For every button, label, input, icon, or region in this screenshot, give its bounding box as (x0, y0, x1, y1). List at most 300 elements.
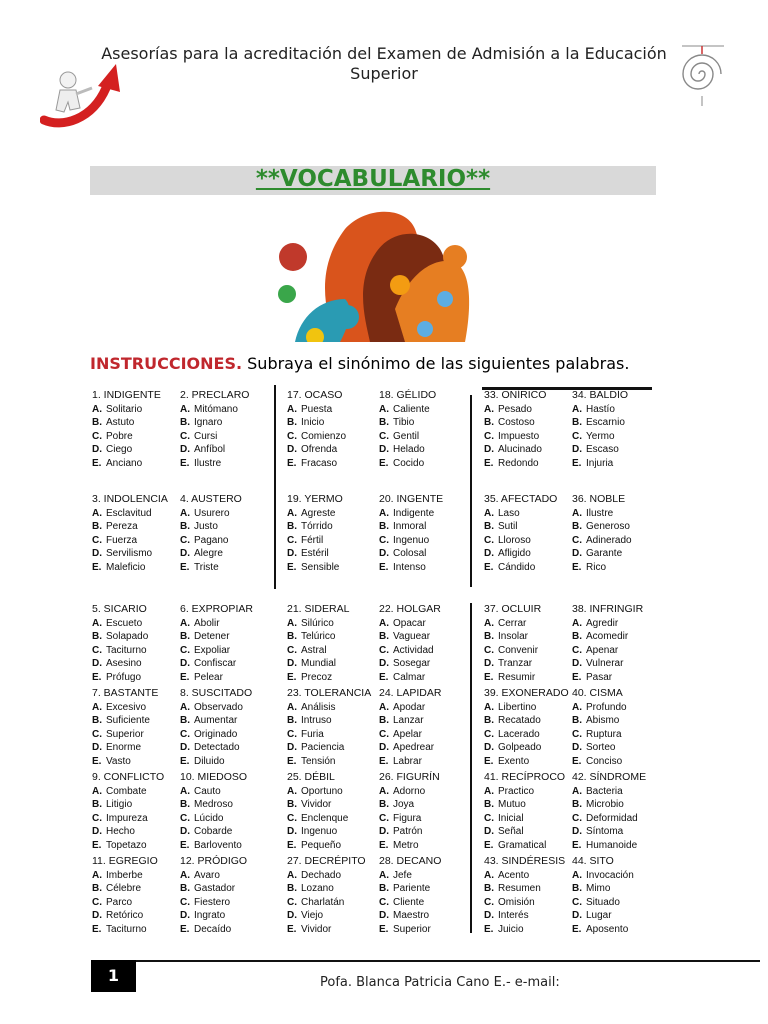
option-text: Ingrato (194, 910, 226, 921)
option-text: Esclavitud (106, 507, 152, 519)
option-letter: A. (92, 507, 102, 519)
option-text: Fracaso (301, 457, 338, 469)
answer-option (572, 561, 667, 575)
answer-option (180, 812, 275, 826)
answer-option (287, 657, 382, 671)
question-word: 38. INFRINGIR (572, 603, 644, 615)
option-letter: C. (180, 896, 190, 908)
option-text: Análisis (301, 701, 336, 713)
option-letter: D. (180, 826, 190, 837)
answer-option (180, 923, 275, 937)
option-letter: C. (92, 812, 102, 824)
option-text: Tibio (393, 417, 415, 428)
answer-option (287, 701, 382, 715)
answer-option (180, 896, 275, 910)
answer-option (572, 741, 667, 755)
option-letter: E. (379, 561, 389, 573)
option-letter: B. (180, 715, 190, 726)
answer-option (379, 561, 474, 575)
answer-option (379, 547, 474, 561)
answer-option (92, 909, 187, 923)
option-text: Microbio (586, 799, 624, 810)
page-title: **VOCABULARIO** (255, 166, 491, 192)
option-text: Astral (301, 644, 327, 656)
answer-option (92, 701, 187, 715)
option-text: Fuerza (106, 534, 138, 546)
answer-option (484, 520, 579, 534)
option-text: Ilustre (586, 507, 614, 519)
option-text: Retórico (106, 910, 144, 921)
option-text: Superior (393, 923, 431, 935)
option-text: Alegre (194, 548, 223, 559)
option-letter: E. (287, 839, 297, 851)
option-text: Indigente (393, 507, 435, 519)
question-item (92, 687, 187, 768)
answer-option (572, 457, 667, 471)
answer-option (180, 617, 275, 631)
answer-option (379, 825, 474, 839)
option-letter: C. (92, 534, 102, 546)
answer-option (484, 561, 579, 575)
answer-option (572, 520, 667, 534)
option-letter: E. (92, 671, 102, 683)
answer-option (572, 839, 667, 853)
option-letter: C. (572, 728, 582, 740)
option-text: Enorme (106, 742, 142, 753)
answer-option (180, 457, 275, 471)
answer-option (287, 561, 382, 575)
option-text: Cándido (498, 561, 536, 573)
option-text: Cauto (194, 785, 221, 797)
option-letter: B. (180, 883, 190, 894)
answer-option (92, 507, 187, 521)
option-letter: C. (484, 430, 494, 442)
option-letter: A. (92, 403, 102, 415)
option-letter: A. (484, 617, 494, 629)
answer-option (484, 701, 579, 715)
answer-option (287, 812, 382, 826)
option-text: Profundo (586, 701, 627, 713)
answer-option (379, 671, 474, 685)
option-text: Vulnerar (586, 658, 624, 669)
answer-option (572, 534, 667, 548)
answer-option (287, 644, 382, 658)
answer-option (92, 430, 187, 444)
option-text: Pariente (393, 883, 431, 894)
question-item (572, 771, 667, 852)
option-text: Diluido (194, 755, 225, 767)
answer-option (180, 644, 275, 658)
option-text: Topetazo (106, 839, 147, 851)
option-letter: B. (484, 799, 494, 810)
option-letter: E. (92, 457, 102, 469)
option-letter: B. (484, 631, 494, 642)
option-text: Inmoral (393, 521, 427, 532)
answer-option (379, 520, 474, 534)
option-letter: D. (572, 826, 582, 837)
option-text: Costoso (498, 417, 535, 428)
option-letter: A. (484, 785, 494, 797)
option-letter: A. (379, 701, 389, 713)
option-text: Aposento (586, 923, 629, 935)
option-text: Lacerado (498, 728, 540, 740)
question-word: 40. CISMA (572, 687, 623, 699)
option-text: Originado (194, 728, 238, 740)
answer-option (180, 825, 275, 839)
answer-option (287, 507, 382, 521)
option-text: Parco (106, 896, 133, 908)
instructions-text: Subraya el sinónimo de las siguientes palabras. (242, 354, 630, 373)
answer-option (572, 785, 667, 799)
option-letter: C. (287, 644, 297, 656)
answer-option (180, 520, 275, 534)
option-letter: E. (379, 457, 389, 469)
answer-option (484, 534, 579, 548)
answer-option (180, 741, 275, 755)
option-text: Calmar (393, 671, 426, 683)
option-letter: B. (287, 883, 297, 894)
option-letter: B. (92, 631, 102, 642)
answer-option (484, 443, 579, 457)
option-text: Escueto (106, 617, 143, 629)
answer-option (287, 923, 382, 937)
option-letter: B. (287, 715, 297, 726)
instructions-lead: INSTRUCCIONES. (90, 354, 243, 373)
question-word: 34. BALDÍO (572, 389, 629, 401)
answer-option (180, 798, 275, 812)
option-text: Lloroso (498, 534, 531, 546)
option-text: Apodar (393, 701, 426, 713)
option-text: Inicio (301, 417, 325, 428)
option-letter: D. (572, 658, 582, 669)
option-text: Superior (106, 728, 144, 740)
answer-option (484, 671, 579, 685)
option-letter: B. (92, 521, 102, 532)
option-letter: C. (484, 812, 494, 824)
option-text: Agreste (301, 507, 336, 519)
option-text: Astuto (106, 417, 135, 428)
answer-option (572, 714, 667, 728)
option-text: Intruso (301, 715, 332, 726)
option-letter: A. (572, 869, 582, 881)
question-word: 3. INDOLENCIA (92, 493, 168, 505)
option-letter: A. (180, 617, 190, 629)
option-letter: C. (484, 728, 494, 740)
option-letter: C. (287, 812, 297, 824)
option-text: Lanzar (393, 715, 424, 726)
option-text: Vividor (301, 923, 332, 935)
option-letter: A. (180, 403, 190, 415)
answer-option (92, 714, 187, 728)
option-text: Mitómano (194, 403, 238, 415)
answer-option (484, 644, 579, 658)
option-text: Colosal (393, 548, 427, 559)
option-letter: C. (379, 644, 389, 656)
option-letter: B. (572, 883, 582, 894)
option-letter: B. (379, 521, 389, 532)
option-text: Apedrear (393, 742, 435, 753)
answer-option (180, 547, 275, 561)
question-item (572, 855, 667, 936)
answer-option (379, 923, 474, 937)
answer-option (379, 630, 474, 644)
question-item (92, 855, 187, 936)
question-item (287, 389, 382, 470)
answer-option (484, 825, 579, 839)
option-letter: A. (572, 617, 582, 629)
answer-option (92, 812, 187, 826)
option-text: Cliente (393, 896, 425, 908)
answer-option (180, 630, 275, 644)
option-letter: D. (379, 444, 389, 455)
option-text: Anciano (106, 457, 143, 469)
answer-option (484, 869, 579, 883)
option-letter: D. (379, 658, 389, 669)
option-text: Cobarde (194, 826, 233, 837)
option-text: Rico (586, 561, 607, 573)
option-text: Estéril (301, 548, 329, 559)
question-item (379, 771, 474, 852)
option-text: Silúrico (301, 617, 334, 629)
option-text: Ignaro (194, 417, 223, 428)
question-item (484, 389, 579, 470)
option-text: Hecho (106, 826, 135, 837)
option-letter: A. (180, 507, 190, 519)
option-text: Caliente (393, 403, 430, 415)
answer-option (287, 839, 382, 853)
option-letter: B. (484, 715, 494, 726)
option-letter: E. (92, 923, 102, 935)
option-letter: D. (484, 444, 494, 455)
option-letter: C. (180, 430, 190, 442)
option-letter: B. (180, 631, 190, 642)
option-letter: C. (484, 534, 494, 546)
answer-option (379, 617, 474, 631)
answer-option (287, 741, 382, 755)
option-text: Injuria (586, 457, 614, 469)
option-letter: B. (180, 521, 190, 532)
option-letter: A. (484, 403, 494, 415)
question-word: 6. EXPROPIAR (180, 603, 253, 615)
option-text: Figura (393, 812, 422, 824)
option-letter: D. (572, 910, 582, 921)
answer-option (180, 416, 275, 430)
option-letter: A. (287, 869, 297, 881)
option-letter: C. (180, 728, 190, 740)
answer-option (92, 755, 187, 769)
option-letter: C. (92, 896, 102, 908)
option-letter: C. (92, 430, 102, 442)
option-letter: C. (379, 812, 389, 824)
header-title: Asesorías para la acreditación del Examen de Admisión a la Educación Superior (101, 44, 667, 83)
answer-option (484, 909, 579, 923)
option-letter: D. (379, 742, 389, 753)
option-letter: D. (180, 658, 190, 669)
option-letter: A. (180, 701, 190, 713)
option-text: Pobre (106, 430, 133, 442)
question-word: 42. SÍNDROME (572, 771, 647, 783)
option-text: Redondo (498, 457, 539, 469)
option-text: Furia (301, 728, 324, 740)
answer-option (92, 839, 187, 853)
option-letter: C. (180, 812, 190, 824)
option-letter: C. (379, 896, 389, 908)
answer-option (92, 547, 187, 561)
answer-option (92, 741, 187, 755)
option-text: Mundial (301, 658, 337, 669)
option-text: Mimo (586, 883, 611, 894)
option-letter: A. (379, 507, 389, 519)
option-letter: E. (287, 923, 297, 935)
option-text: Célebre (106, 883, 142, 894)
answer-option (484, 416, 579, 430)
option-text: Apelar (393, 728, 422, 740)
option-letter: B. (92, 799, 102, 810)
answer-option (379, 869, 474, 883)
answer-option (287, 785, 382, 799)
question-word: 4. AUSTERO (180, 493, 242, 505)
answer-option (92, 644, 187, 658)
option-letter: B. (484, 521, 494, 532)
option-letter: C. (379, 534, 389, 546)
answer-option (572, 909, 667, 923)
option-text: Hastío (586, 403, 615, 415)
answer-option (180, 785, 275, 799)
option-text: Mutuo (498, 799, 526, 810)
option-text: Apenar (586, 644, 619, 656)
answer-option (379, 728, 474, 742)
answer-option (572, 923, 667, 937)
option-text: Conciso (586, 755, 623, 767)
option-text: Cerrar (498, 617, 527, 629)
option-text: Abolir (194, 617, 220, 629)
question-item (287, 493, 382, 574)
option-letter: C. (180, 644, 190, 656)
option-text: Síntoma (586, 826, 624, 837)
question-word: 2. PRECLARO (180, 389, 250, 401)
option-text: Invocación (586, 869, 634, 881)
answer-option (572, 728, 667, 742)
option-text: Impuesto (498, 430, 540, 442)
answer-option (92, 561, 187, 575)
option-letter: B. (287, 417, 297, 428)
answer-option (180, 561, 275, 575)
answer-option (92, 457, 187, 471)
answer-option (484, 507, 579, 521)
answer-option (287, 671, 382, 685)
option-letter: A. (92, 701, 102, 713)
option-letter: C. (484, 896, 494, 908)
answer-option (572, 671, 667, 685)
option-text: Comienzo (301, 430, 347, 442)
option-text: Paciencia (301, 742, 345, 753)
answer-option (92, 923, 187, 937)
answer-option (379, 701, 474, 715)
option-text: Ingenuo (393, 534, 430, 546)
answer-option (92, 534, 187, 548)
question-item (180, 687, 275, 768)
answer-option (484, 630, 579, 644)
answer-option (484, 812, 579, 826)
option-letter: D. (379, 910, 389, 921)
option-text: Practico (498, 785, 535, 797)
answer-option (92, 520, 187, 534)
answer-option (287, 798, 382, 812)
question-word: 17. OCASO (287, 389, 343, 401)
answer-option (180, 839, 275, 853)
option-text: Servilismo (106, 548, 153, 559)
option-text: Lugar (586, 910, 612, 921)
option-letter: B. (92, 417, 102, 428)
option-text: Impureza (106, 812, 148, 824)
option-text: Laso (498, 507, 520, 519)
answer-option (572, 755, 667, 769)
vocabulary-heads-illustration (275, 199, 473, 342)
answer-option (92, 403, 187, 417)
question-word: 11. EGREGIO (92, 855, 158, 867)
answer-option (379, 714, 474, 728)
option-text: Fiestero (194, 896, 231, 908)
option-letter: C. (180, 534, 190, 546)
option-letter: A. (92, 785, 102, 797)
answer-option (484, 657, 579, 671)
answer-option (572, 507, 667, 521)
option-letter: D. (180, 910, 190, 921)
question-item (379, 389, 474, 470)
option-letter: B. (484, 417, 494, 428)
option-letter: C. (287, 896, 297, 908)
answer-option (484, 741, 579, 755)
option-text: Lozano (301, 883, 334, 894)
answer-option (180, 728, 275, 742)
option-text: Decaído (194, 923, 232, 935)
answer-option (572, 430, 667, 444)
answer-option (484, 923, 579, 937)
answer-option (92, 825, 187, 839)
answer-option (379, 534, 474, 548)
option-text: Ingenuo (301, 826, 338, 837)
option-letter: E. (287, 457, 297, 469)
answer-option (379, 909, 474, 923)
option-text: Vasto (106, 755, 131, 767)
question-word: 37. OCLUIR (484, 603, 542, 615)
answer-option (287, 443, 382, 457)
option-text: Expoliar (194, 644, 231, 656)
option-letter: D. (484, 910, 494, 921)
option-letter: D. (484, 742, 494, 753)
question-item (180, 603, 275, 684)
page-number: 1 (91, 960, 136, 992)
option-text: Gastador (194, 883, 236, 894)
question-item (180, 493, 275, 574)
question-item (379, 603, 474, 684)
answer-option (379, 798, 474, 812)
option-text: Confiscar (194, 658, 237, 669)
answer-option (572, 630, 667, 644)
option-letter: E. (180, 839, 190, 851)
question-word: 18. GÉLIDO (379, 389, 437, 401)
question-word: 10. MIEDOSO (180, 771, 248, 783)
option-text: Resumir (498, 671, 536, 683)
option-text: Juicio (498, 923, 524, 935)
option-text: Oportuno (301, 785, 343, 797)
option-text: Libertino (498, 701, 537, 713)
answer-option (180, 701, 275, 715)
answer-option (287, 755, 382, 769)
question-item (92, 603, 187, 684)
question-word: 44. SITO (572, 855, 614, 867)
question-item (484, 603, 579, 684)
